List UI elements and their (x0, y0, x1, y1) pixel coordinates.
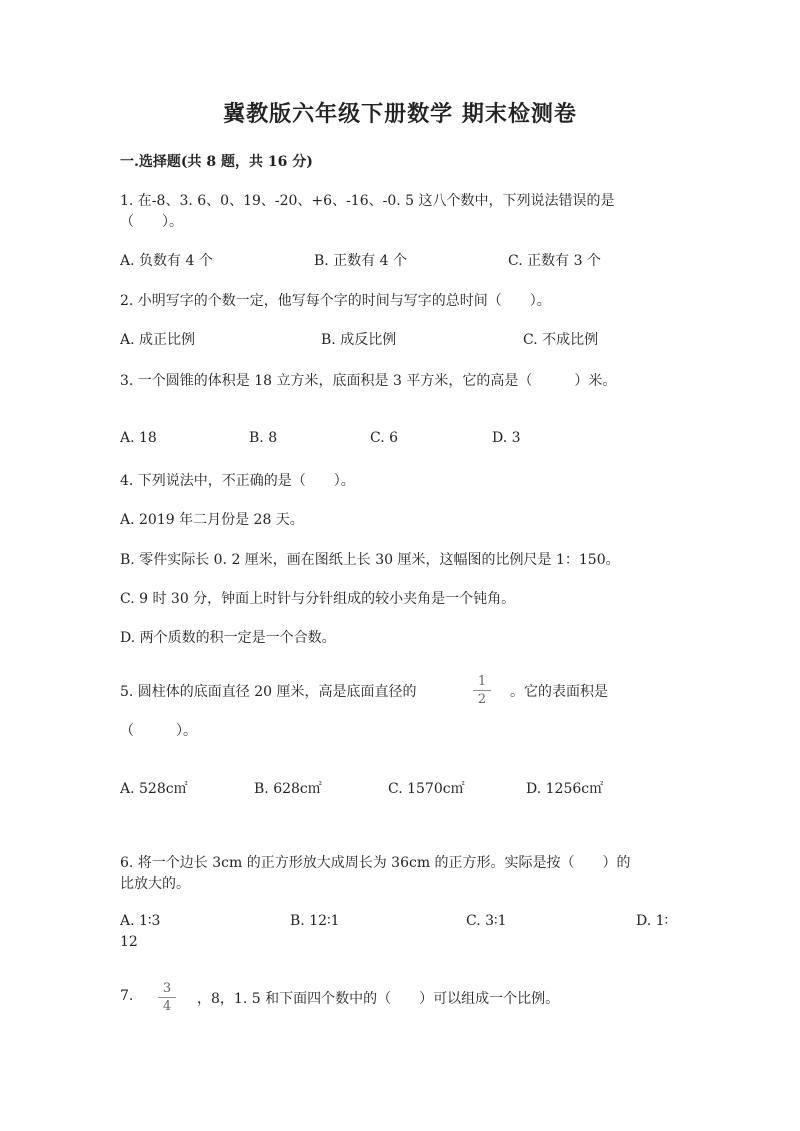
question-5-blank: （ ）。 (120, 723, 197, 739)
question-2-stem: 2. 小明写字的个数一定，他写每个字的时间与写字的总时间（ ）。 (120, 293, 551, 309)
fraction-numerator: 1 (473, 675, 491, 691)
question-3-stem: 3. 一个圆锥的体积是 18 立方米，底面积是 3 平方米，它的高是（ ）米。 (120, 373, 617, 389)
question-5-option-a: A. 528c㎡ (120, 781, 188, 797)
question-1-option-a: A. 负数有 4 个 (120, 253, 213, 269)
question-3-option-a: A. 18 (120, 430, 157, 446)
question-7-stem: ，8，1. 5 和下面四个数中的（ ）可以组成一个比例。 (197, 991, 560, 1007)
question-1-option-b: B. 正数有 4 个 (314, 253, 407, 269)
question-1-blank: （ ）。 (120, 214, 183, 230)
question-4-option-d: D. 两个质数的积一定是一个合数。 (120, 630, 336, 646)
fraction-one-half (473, 675, 491, 706)
question-5-option-d: D. 1256c㎡ (526, 781, 604, 797)
question-1-option-c: C. 正数有 3 个 (508, 253, 601, 269)
question-5-option-b: B. 628c㎡ (254, 781, 322, 797)
question-6-option-c: C. 3∶1 (466, 913, 507, 929)
fraction-three-quarters (158, 982, 176, 1013)
question-4-option-c: C. 9 时 30 分，钟面上时针与分针组成的较小夹角是一个钝角。 (120, 591, 516, 607)
section-heading: 一.选择题(共 8 题，共 16 分) (120, 154, 313, 170)
question-5-stem: 5. 圆柱体的底面直径 20 厘米，高是底面直径的 (120, 684, 417, 700)
fraction-denominator: 4 (162, 999, 172, 1014)
question-6-option-d: D. 1∶ (636, 913, 669, 929)
question-1-stem: 1. 在-8、3. 6、0、19、-20、+6、-16、-0. 5 这八个数中，下列说法错误的是 (120, 193, 615, 209)
question-7-number: 7. (120, 988, 134, 1004)
question-3-option-d: D. 3 (492, 430, 521, 446)
question-6-option-a: A. 1∶3 (120, 913, 161, 929)
question-5-stem-cont: 。它的表面积是 (510, 684, 608, 700)
question-2-option-c: C. 不成比例 (523, 332, 599, 348)
question-6-option-b: B. 12∶1 (290, 913, 340, 929)
question-3-option-c: C. 6 (370, 430, 399, 446)
fraction-denominator: 2 (477, 692, 487, 707)
question-6-stem: 6. 将一个边长 3cm 的正方形放大成周长为 36cm 的正方形。实际是按（ ）的 (120, 855, 631, 871)
question-4-option-b: B. 零件实际长 0. 2 厘米，画在图纸上长 30 厘米，这幅图的比例尺是 1：150。 (120, 552, 620, 568)
question-5-option-c: C. 1570c㎡ (388, 781, 465, 797)
question-6-stem-cont: 比放大的。 (120, 876, 190, 892)
page-title: 冀教版六年级下册数学 期末检测卷 (223, 101, 577, 127)
fraction-numerator: 3 (158, 982, 176, 998)
question-6-option-d-cont: 12 (120, 934, 138, 950)
question-2-option-b: B. 成反比例 (321, 332, 397, 348)
question-2-option-a: A. 成正比例 (120, 332, 196, 348)
question-4-stem: 4. 下列说法中，不正确的是（ ）。 (120, 473, 355, 489)
question-3-option-b: B. 8 (249, 430, 278, 446)
question-4-option-a: A. 2019 年二月份是 28 天。 (120, 512, 304, 528)
